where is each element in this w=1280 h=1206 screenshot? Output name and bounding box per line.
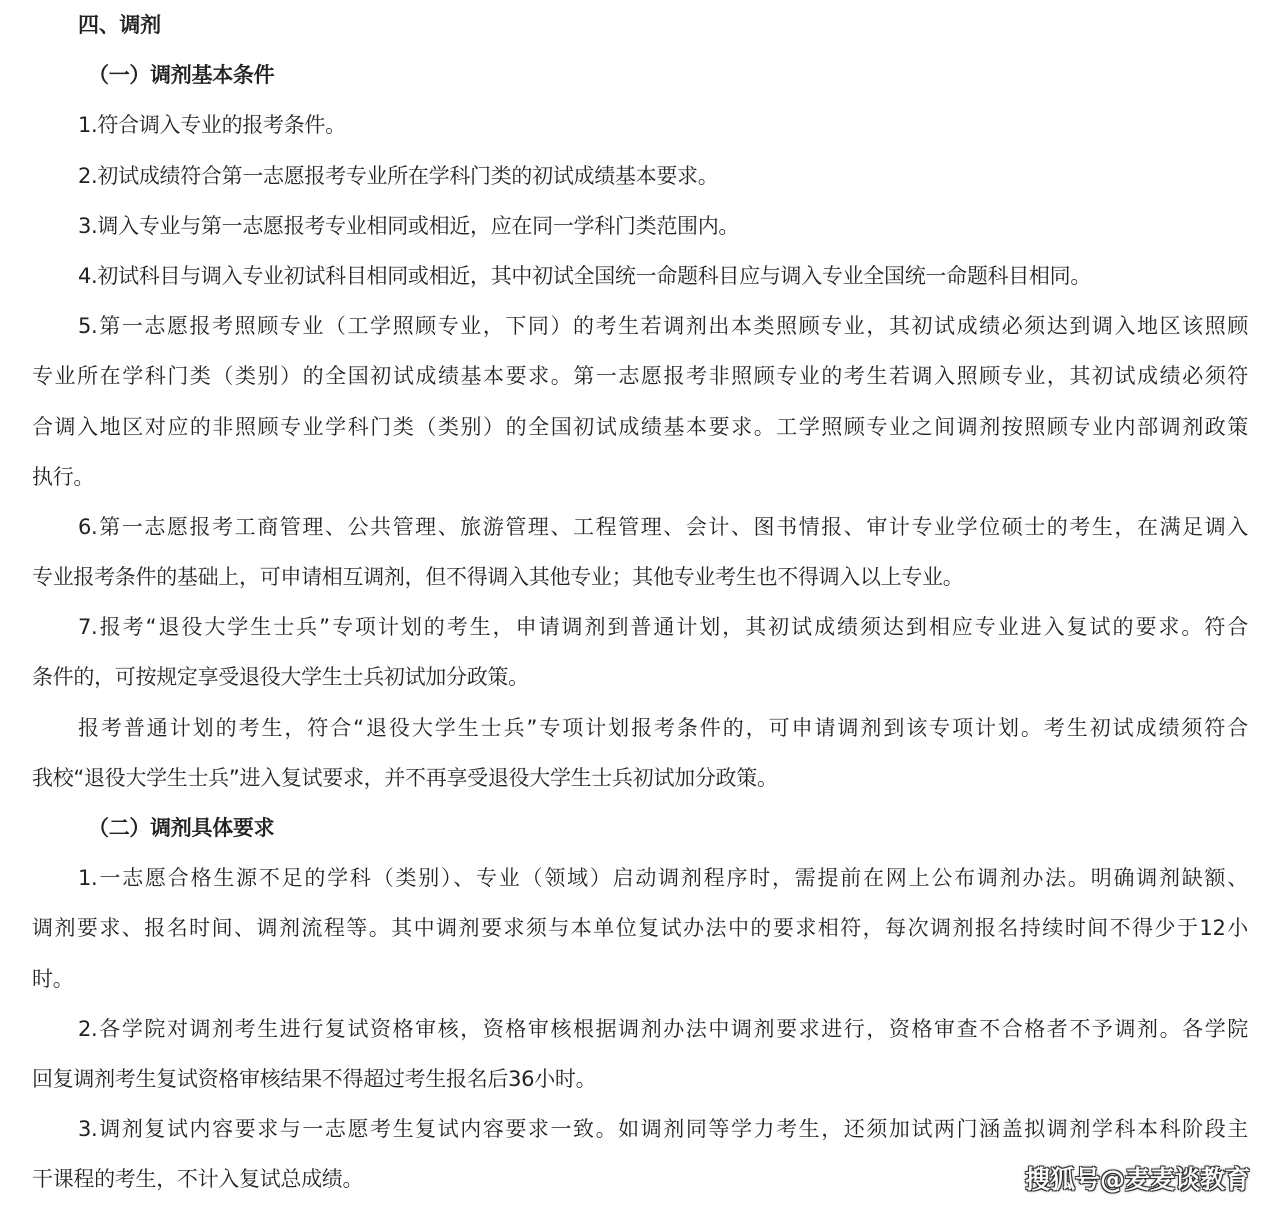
section-title: 四、调剂 xyxy=(78,13,161,37)
paragraph-line: 7.报考“退役大学生士兵”专项计划的考生，申请调剂到普通计划，其初试成绩须达到相应专业进入复试的要求。符合 xyxy=(78,615,1248,640)
paragraph-line: 5.第一志愿报考照顾专业（工学照顾专业，下同）的考生若调剂出本类照顾专业，其初试成绩必须达到调入地区该照顾 xyxy=(78,314,1248,339)
paragraph-line: 我校“退役大学生士兵”进入复试要求，并不再享受退役大学生士兵初试加分政策。 xyxy=(32,765,778,790)
document-body xyxy=(32,0,1248,1205)
paragraph-line: 执行。 xyxy=(32,464,95,489)
paragraph-line: 4.初试科目与调入专业初试科目相同或相近，其中初试全国统一命题科目应与调入专业全国统一命题科目相同。 xyxy=(78,263,1092,288)
subsection-title-specific-requirements: （二）调剂具体要求 xyxy=(88,816,275,840)
paragraph-line: 回复调剂考生复试资格审核结果不得超过考生报名后36小时。 xyxy=(32,1066,597,1091)
paragraph-line: 1.符合调入专业的报考条件。 xyxy=(78,113,346,138)
paragraph-line: 合调入地区对应的非照顾专业学科门类（类别）的全国初试成绩基本要求。工学照顾专业之间调剂按照顾专业内部调剂政策 xyxy=(32,414,1248,439)
paragraph-line: 2.初试成绩符合第一志愿报考专业所在学科门类的初试成绩基本要求。 xyxy=(78,163,719,188)
paragraph-line: 时。 xyxy=(32,966,74,991)
paragraph-line: 3.调入专业与第一志愿报考专业相同或相近，应在同一学科门类范围内。 xyxy=(78,213,740,238)
paragraph-line: 报考普通计划的考生，符合“退役大学生士兵”专项计划报考条件的，可申请调剂到该专项计划。考生初试成绩须符合 xyxy=(78,715,1248,740)
paragraph-line: 3.调剂复试内容要求与一志愿考生复试内容要求一致。如调剂同等学力考生，还须加试两门涵盖拟调剂学科本科阶段主 xyxy=(78,1117,1248,1142)
watermark: 搜狐号@麦麦谈教育 xyxy=(1024,1165,1250,1194)
paragraph-line: 干课程的考生，不计入复试总成绩。 xyxy=(32,1167,364,1192)
paragraph-line: 调剂要求、报名时间、调剂流程等。其中调剂要求须与本单位复试办法中的要求相符，每次调剂报名持续时间不得少于12小 xyxy=(32,916,1248,941)
subsection-title-basic-conditions: （一）调剂基本条件 xyxy=(88,63,275,88)
paragraph-line: 1.一志愿合格生源不足的学科（类别）、专业（领域）启动调剂程序时，需提前在网上公布调剂办法。明确调剂缺额、 xyxy=(78,866,1248,891)
paragraph-line: 专业所在学科门类（类别）的全国初试成绩基本要求。第一志愿报考非照顾专业的考生若调入照顾专业，其初试成绩必须符 xyxy=(32,364,1248,389)
paragraph-line: 条件的，可按规定享受退役大学生士兵初试加分政策。 xyxy=(32,665,529,690)
paragraph-line: 专业报考条件的基础上，可申请相互调剂，但不得调入其他专业；其他专业考生也不得调入以上专业。 xyxy=(32,565,964,590)
paragraph-line: 6.第一志愿报考工商管理、公共管理、旅游管理、工程管理、会计、图书情报、审计专业学位硕士的考生，在满足调入 xyxy=(78,514,1248,539)
paragraph-line: 2.各学院对调剂考生进行复试资格审核，资格审核根据调剂办法中调剂要求进行，资格审查不合格者不予调剂。各学院 xyxy=(78,1016,1248,1041)
